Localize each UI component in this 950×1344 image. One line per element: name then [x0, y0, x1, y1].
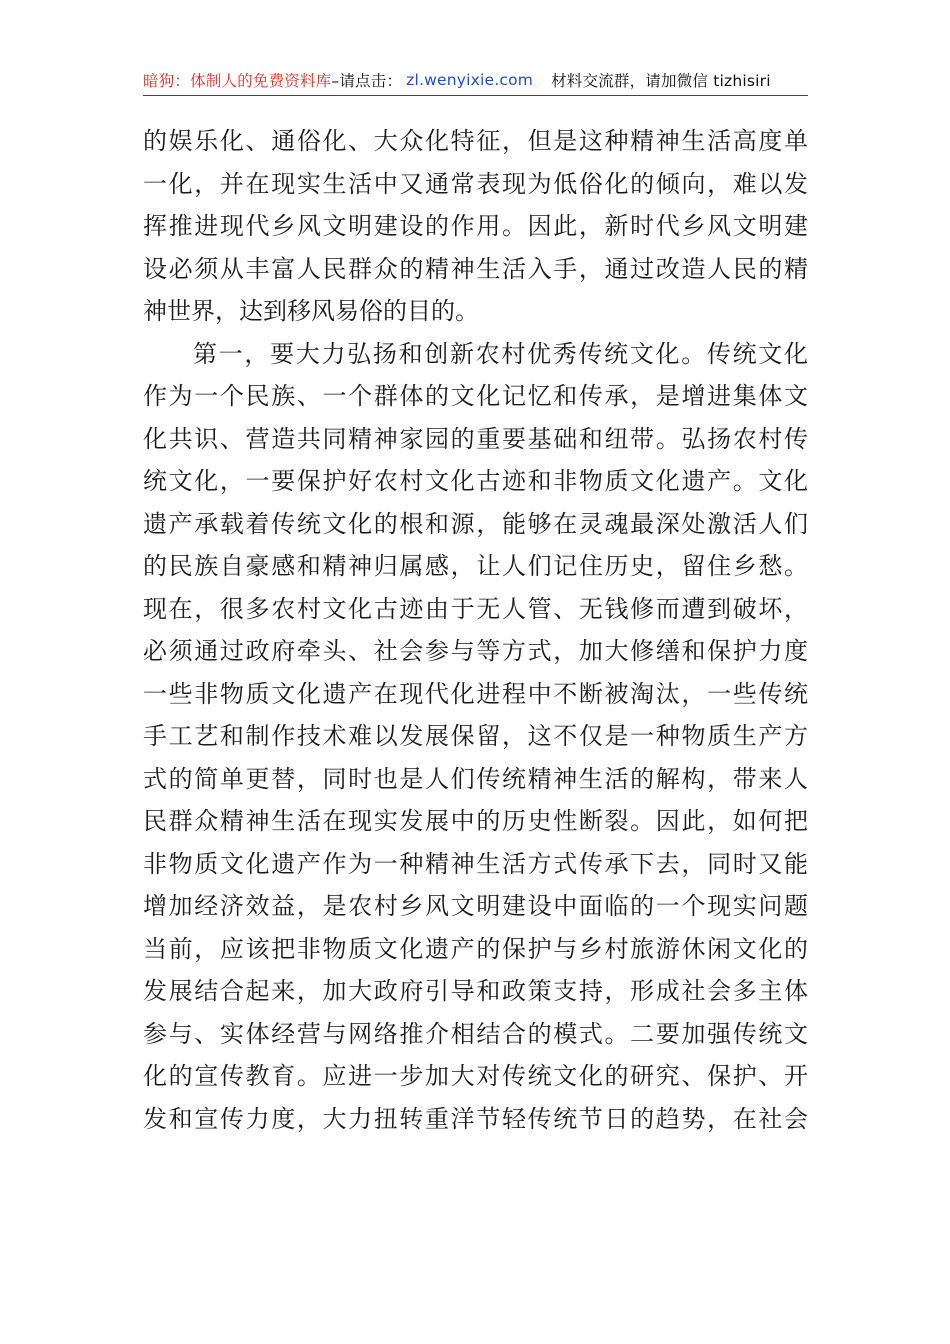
text-line: 民群众精神生活在现实发展中的历史性断裂。因此，如何把: [143, 807, 808, 835]
text-line: 化共识、营造共同精神家园的重要基础和纽带。弘扬农村传: [143, 424, 808, 453]
text-line: 挥推进现代乡风文明建设的作用。因此，新时代乡风文明建: [143, 212, 808, 240]
text-line: 必须通过政府牵头、社会参与等方式，加大修缮和保护力度: [143, 637, 808, 665]
text-line: 非物质文化遗产作为一种精神生活方式传承下去，同时又能: [143, 849, 808, 878]
header-url-link[interactable]: zl.wenyixie.com: [406, 71, 534, 89]
text-line: 遗产承载着传统文化的根和源，能够在灵魂最深处激活人们: [143, 509, 808, 538]
text-line: 现在，很多农村文化古迹由于无人管、无钱修而遭到破坏，: [143, 594, 808, 623]
text-line: 统文化，一要保护好农村文化古迹和非物质文化遗产。文化: [143, 467, 808, 495]
text-line: 发展结合起来，加大政府引导和政策支持，形成社会多主体: [143, 977, 808, 1005]
text-line: 发和宣传力度，大力扭转重洋节轻传统节日的趋势，在社会: [143, 1104, 808, 1133]
text-line: 的民族自豪感和精神归属感，让人们记住历史，留住乡愁。: [143, 552, 808, 580]
header-contact: 材料交流群，请加微信 tizhisiri: [551, 72, 771, 90]
text-line: 化的宣传教育。应进一步加大对传统文化的研究、保护、开: [143, 1062, 808, 1090]
header-divider: [143, 95, 808, 96]
text-line: 的娱乐化、通俗化、大众化特征，但是这种精神生活高度单: [143, 127, 808, 155]
paragraph-start-line: 第一，要大力弘扬和创新农村优秀传统文化。传统文化: [193, 339, 808, 368]
document-body: [143, 120, 808, 1140]
text-line: 神世界，达到移风易俗的目的。: [143, 297, 479, 325]
text-line: 手工艺和制作技术难以发展保留，这不仅是一种物质生产方: [143, 722, 808, 750]
text-line: 当前，应该把非物质文化遗产的保护与乡村旅游休闲文化的: [143, 934, 808, 963]
header-site-name: 暗狗：体制人的免费资料库: [143, 72, 332, 90]
text-line: 一些非物质文化遗产在现代化进程中不断被淘汰，一些传统: [143, 679, 808, 708]
text-line: 设必须从丰富人民群众的精神生活入手，通过改造人民的精: [143, 254, 808, 283]
header-click-prompt: –请点击：: [331, 72, 403, 90]
page-header: [143, 66, 808, 94]
text-line: 式的简单更替，同时也是人们传统精神生活的解构，带来人: [143, 764, 808, 793]
text-line: 增加经济效益，是农村乡风文明建设中面临的一个现实问题: [143, 892, 808, 920]
text-line: 一化，并在现实生活中又通常表现为低俗化的倾向，难以发: [143, 169, 808, 198]
text-line: 作为一个民族、一个群体的文化记忆和传承，是增进集体文: [143, 382, 808, 410]
text-line: 参与、实体经营与网络推介相结合的模式。二要加强传统文: [143, 1019, 808, 1048]
